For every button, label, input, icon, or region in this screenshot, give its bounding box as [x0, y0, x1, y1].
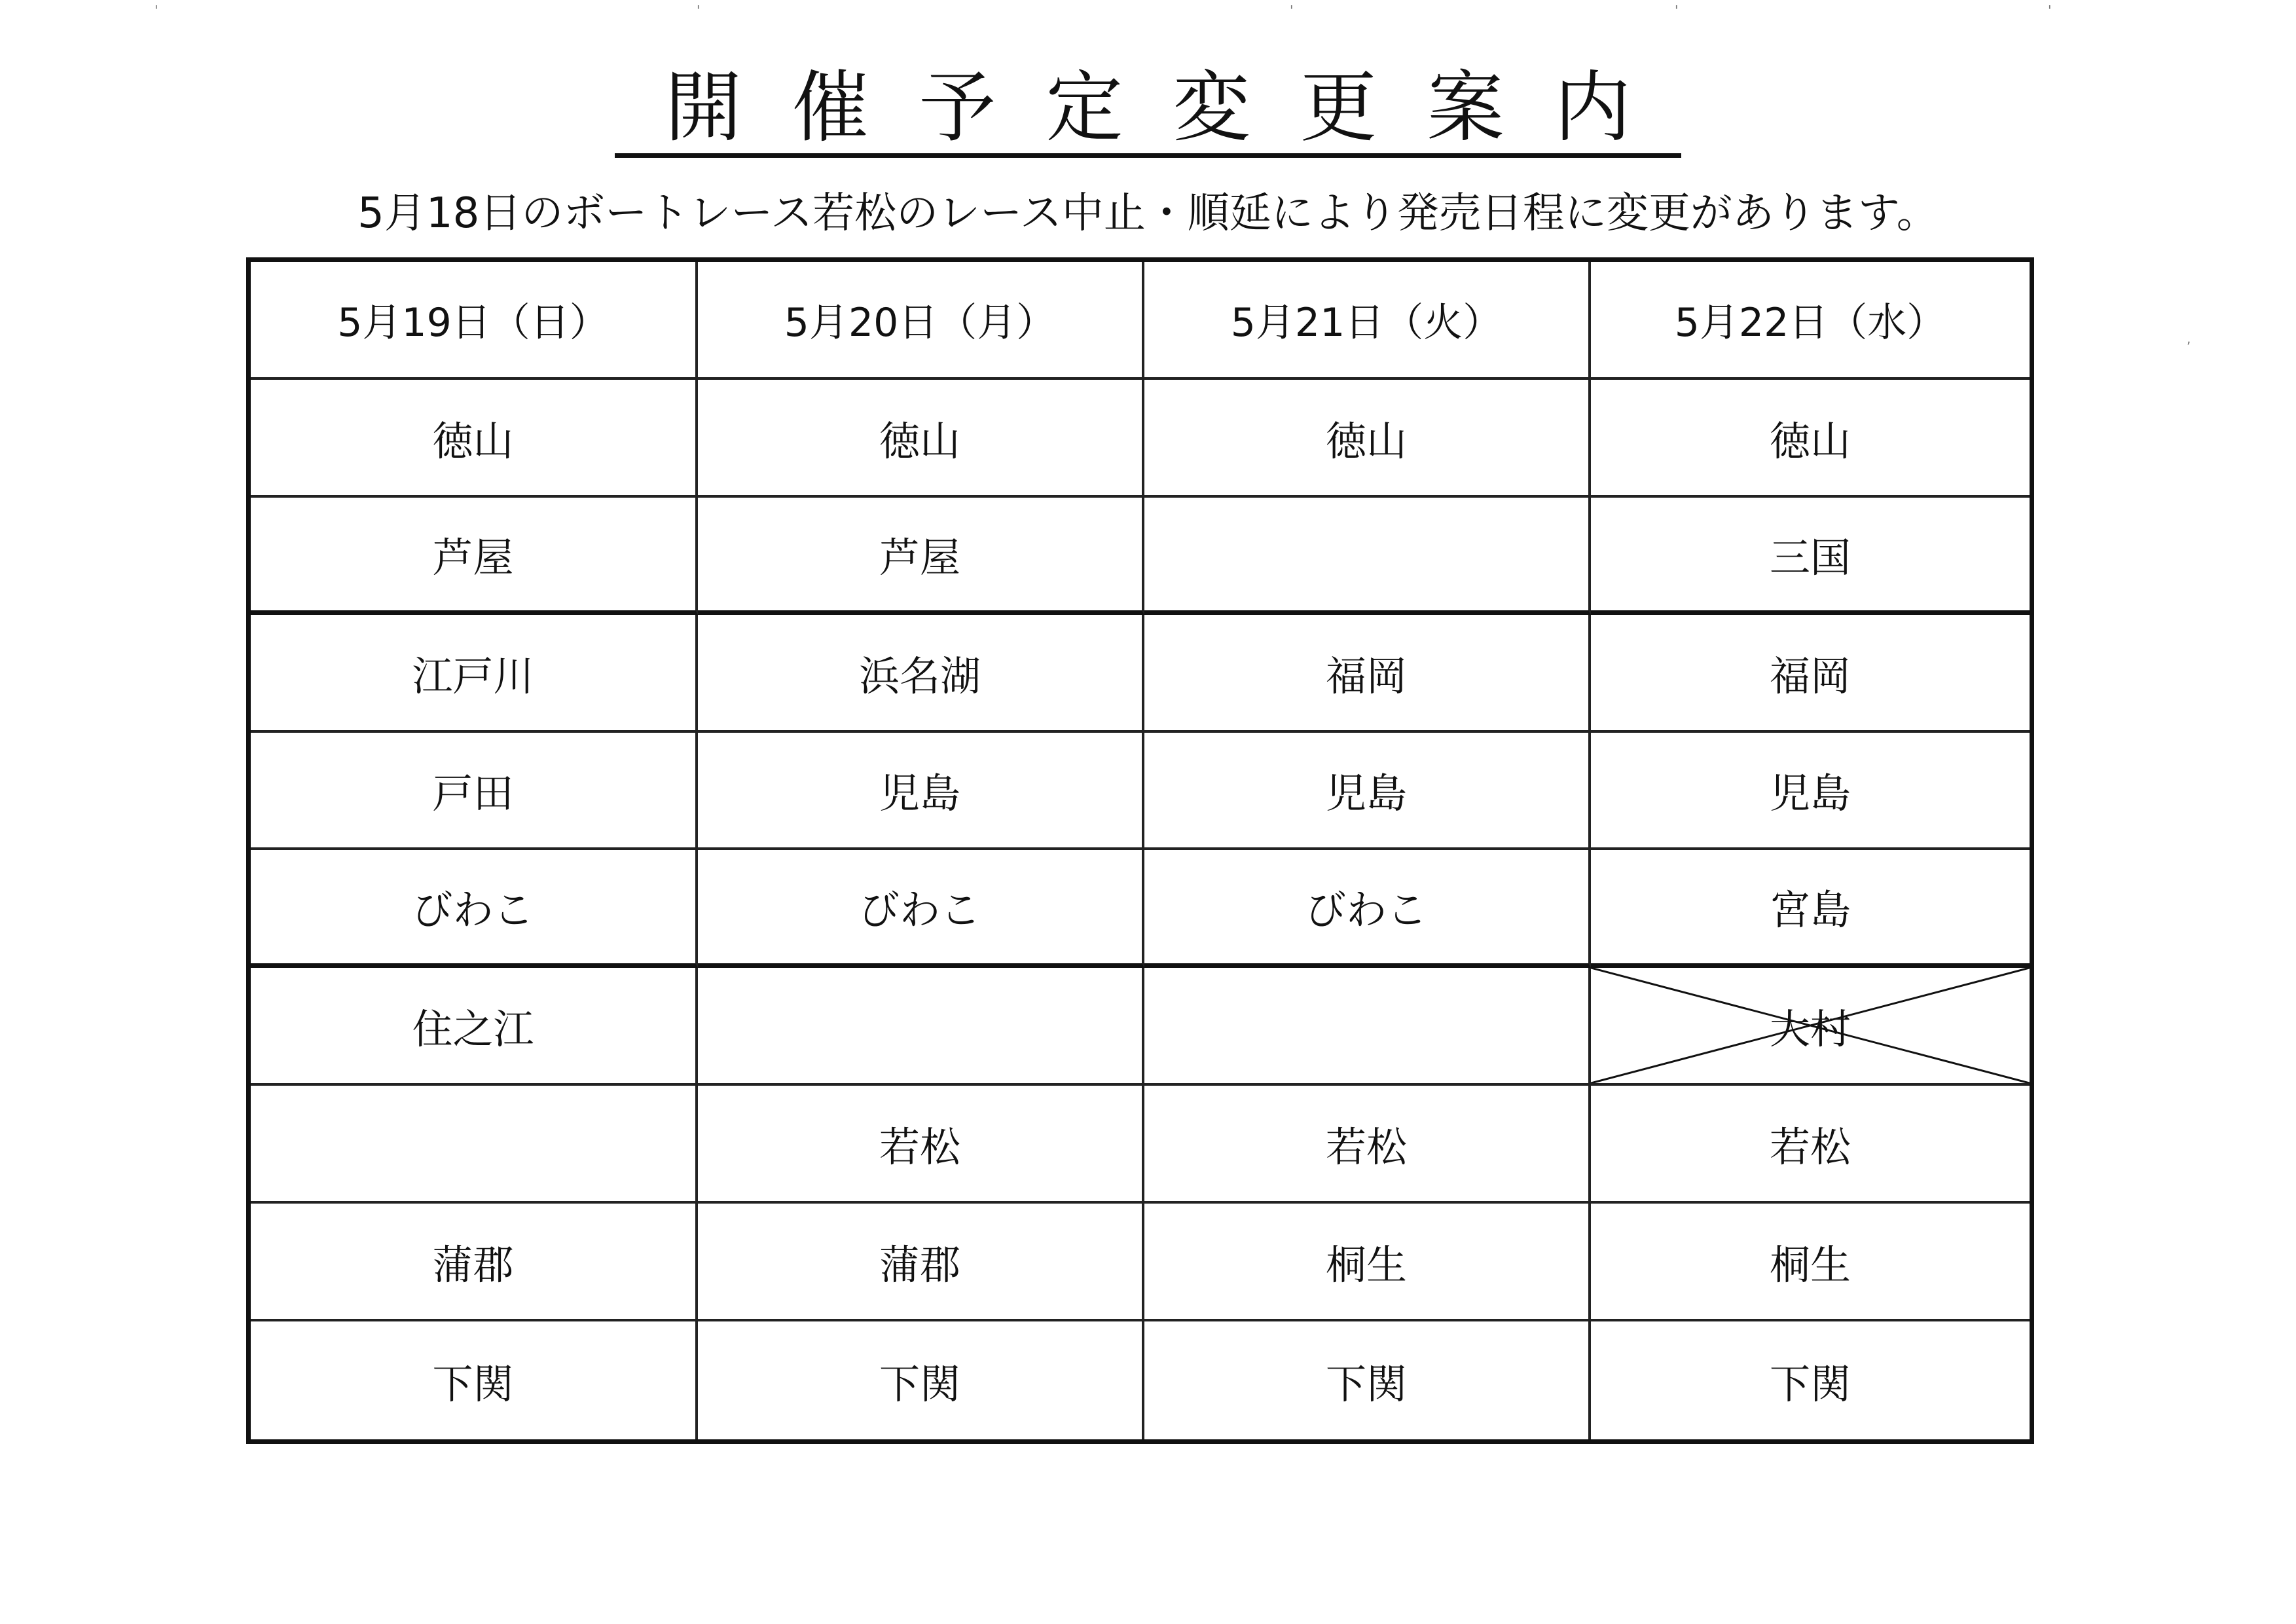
scan-mark: ' — [1290, 3, 1294, 18]
venue-name: 江戸川 — [412, 652, 534, 700]
table-cell — [1144, 498, 1591, 615]
venue-name: 若松 — [879, 1122, 960, 1171]
column-header: 5月21日（火） — [1144, 262, 1591, 380]
table-cell — [251, 733, 698, 850]
table-cell — [698, 380, 1144, 498]
table-cell — [698, 615, 1144, 733]
venue-name: びわこ — [412, 886, 534, 934]
venue-name: 浜名湖 — [858, 652, 981, 700]
table-cell — [1591, 733, 2030, 850]
table-cell — [698, 1204, 1144, 1321]
venue-name: 若松 — [1769, 1122, 1851, 1171]
venue-name: 下関 — [879, 1359, 960, 1408]
scan-mark: ' — [2048, 3, 2052, 18]
venue-name: 徳山 — [879, 416, 960, 465]
venue-name: 住之江 — [412, 1005, 534, 1053]
table-cell — [1591, 498, 2030, 615]
venue-name: 福岡 — [1325, 652, 1407, 700]
page-title: 開催予定変更案内 — [615, 65, 1681, 158]
table-cell — [1144, 1204, 1591, 1321]
table-cell — [698, 733, 1144, 850]
table-cell — [251, 1086, 698, 1204]
schedule-table — [246, 257, 2034, 1444]
scan-mark: ' — [155, 3, 158, 18]
scan-mark: ' — [1675, 3, 1679, 18]
table-cell — [1144, 615, 1591, 733]
table-cell — [1144, 968, 1591, 1086]
venue-name: びわこ — [1305, 886, 1427, 934]
table-cell — [698, 498, 1144, 615]
venue-name: 若松 — [1325, 1122, 1407, 1171]
venue-name: 芦屋 — [432, 533, 514, 581]
notice-text: 5月18日のボートレース若松のレース中止・順延により発売日程に変更があります。 — [357, 189, 1939, 238]
table-cell — [251, 380, 698, 498]
venue-name: 児島 — [879, 769, 960, 817]
table-cell — [251, 968, 698, 1086]
table-cell — [251, 1321, 698, 1439]
venue-name: 戸田 — [432, 769, 514, 817]
venue-name: 桐生 — [1325, 1240, 1407, 1289]
table-cell — [698, 1086, 1144, 1204]
table-cell — [251, 850, 698, 968]
table-cell — [1591, 968, 2030, 1086]
table-cell — [1144, 1321, 1591, 1439]
venue-name: 児島 — [1325, 769, 1407, 817]
column-header: 5月19日（日） — [251, 262, 698, 380]
venue-name: 三国 — [1769, 533, 1851, 581]
table-cell — [1144, 850, 1591, 968]
table-cell — [1591, 1086, 2030, 1204]
table-cell — [1144, 380, 1591, 498]
venue-name: 下関 — [1325, 1359, 1407, 1408]
venue-name: 徳山 — [432, 416, 514, 465]
column-header: 5月20日（月） — [698, 262, 1144, 380]
title-area — [0, 62, 2296, 158]
table-cell — [698, 850, 1144, 968]
table-cell — [1591, 850, 2030, 968]
venue-name: 芦屋 — [879, 533, 960, 581]
table-cell — [698, 968, 1144, 1086]
table-cell — [698, 1321, 1144, 1439]
table-cell — [1591, 615, 2030, 733]
table-cell — [251, 615, 698, 733]
venue-name: 下関 — [432, 1359, 514, 1408]
scan-mark: , — [2187, 331, 2191, 346]
table-cell — [1591, 1204, 2030, 1321]
column-header: 5月22日（水） — [1591, 262, 2030, 380]
table-cell — [1591, 380, 2030, 498]
venue-name: 宮島 — [1769, 886, 1851, 934]
venue-name: 福岡 — [1769, 652, 1851, 700]
venue-name: 桐生 — [1769, 1240, 1851, 1289]
table-cell — [1591, 1321, 2030, 1439]
cancel-cross-mark — [1591, 968, 2030, 1083]
venue-name: 徳山 — [1325, 416, 1407, 465]
table-cell — [1144, 733, 1591, 850]
table-cell — [1144, 1086, 1591, 1204]
venue-name: 大村 — [1769, 1005, 1851, 1053]
venue-name: 蒲郡 — [432, 1240, 514, 1289]
venue-name: 児島 — [1769, 769, 1851, 817]
table-cell — [251, 1204, 698, 1321]
venue-name: 徳山 — [1769, 416, 1851, 465]
table-cell — [251, 498, 698, 615]
venue-name: びわこ — [858, 886, 981, 934]
venue-name: 下関 — [1769, 1359, 1851, 1408]
scan-mark: ' — [697, 3, 701, 18]
venue-name: 蒲郡 — [879, 1240, 960, 1289]
